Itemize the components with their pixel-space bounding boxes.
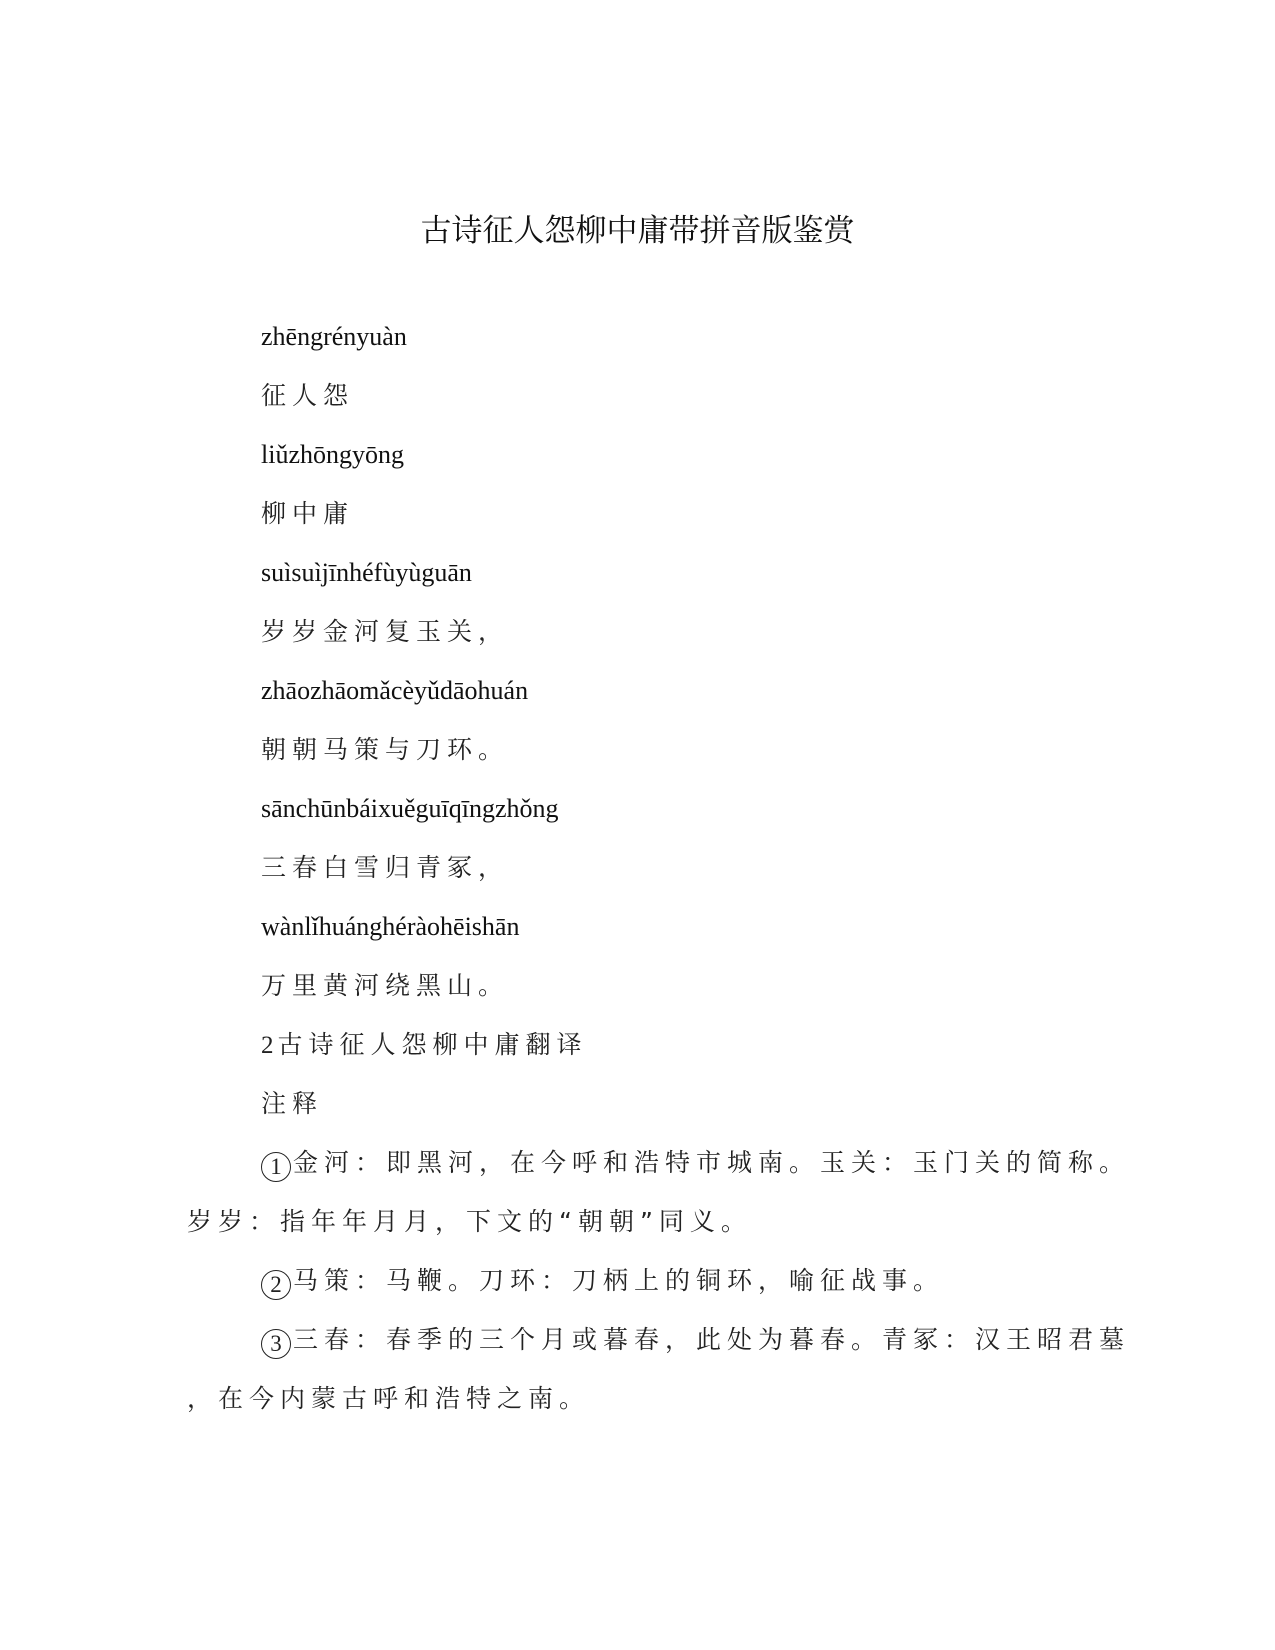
note-item <box>261 1146 1130 1182</box>
poem-line: 万里黄河绕黑山。 <box>261 971 510 1000</box>
page-title: 古诗征人怨柳中庸带拼音版鉴赏 <box>420 213 855 249</box>
notes-label: 注释 <box>261 1089 324 1118</box>
note-marker: 1 <box>261 1152 291 1182</box>
note-text: 金河：即黑河，在今呼和浩特市城南。玉关：玉门关的简称。 <box>293 1148 1131 1177</box>
poem-line: 朝朝马策与刀环。 <box>261 735 510 764</box>
poem-title-pinyin: zhēngrényuàn <box>261 322 407 351</box>
section-heading <box>261 1028 588 1063</box>
note-item <box>261 1264 944 1300</box>
note-marker: 2 <box>261 1270 291 1300</box>
poem-author-pinyin: liǔzhōngyōng <box>261 440 404 469</box>
note-marker: 3 <box>261 1329 291 1359</box>
note-continuation: ，在今内蒙古呼和浩特之南。 <box>187 1384 591 1413</box>
section-heading-text: 古诗征人怨柳中庸翻译 <box>277 1030 588 1059</box>
poem-line: 三春白雪归青冢， <box>261 853 510 882</box>
poem-author: 柳中庸 <box>261 499 355 528</box>
poem-title: 征人怨 <box>261 381 355 410</box>
note-item <box>261 1323 1130 1359</box>
poem-line: 岁岁金河复玉关， <box>261 617 510 646</box>
poem-line-pinyin: sānchūnbáixuěguīqīngzhǒng <box>261 794 559 823</box>
poem-line-pinyin: suìsuìjīnhéfùyùguān <box>261 558 472 587</box>
note-text: 三春：春季的三个月或暮春，此处为暮春。青冢：汉王昭君墓 <box>293 1325 1131 1354</box>
note-text: 马策：马鞭。刀环：刀柄上的铜环，喻征战事。 <box>293 1266 945 1295</box>
section-number: 2 <box>261 1032 274 1059</box>
poem-line-pinyin: zhāozhāomǎcèyǔdāohuán <box>261 676 529 705</box>
poem-line-pinyin: wànlǐhuánghéràohēishān <box>261 912 520 941</box>
note-continuation: 岁岁：指年年月月，下文的“朝朝”同义。 <box>187 1207 752 1236</box>
